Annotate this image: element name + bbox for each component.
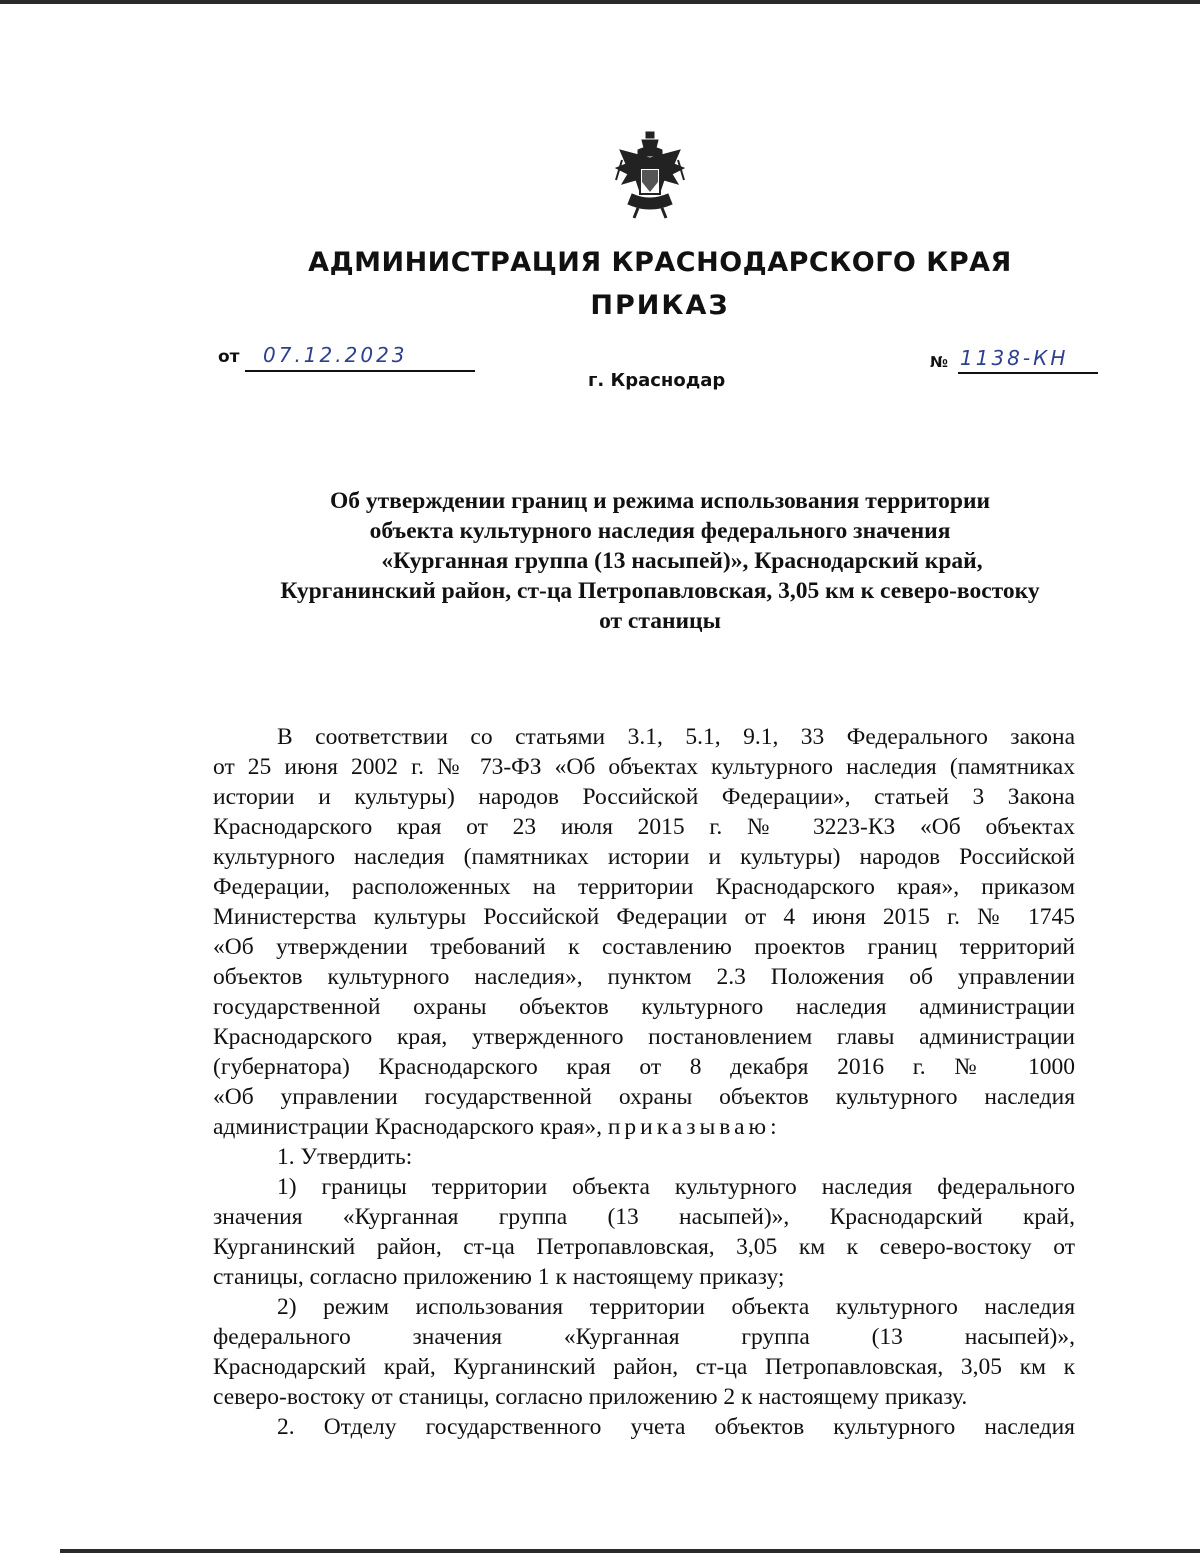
- document-type-heading: ПРИКАЗ: [590, 290, 730, 321]
- preamble-line: от 25 июня 2002 г. № 73-ФЗ «Об объектах культурного наследия (памятниках: [213, 754, 1075, 780]
- orders-word: приказываю: [607, 1114, 771, 1140]
- document-subject: [200, 486, 1120, 636]
- item-1-heading: 1. Утвердить:: [277, 1144, 413, 1170]
- preamble-line: (губернатора) Краснодарского края от 8 декабря 2016 г. № 1000: [213, 1054, 1075, 1080]
- preamble-line: государственной охраны объектов культурного наследия администрации: [213, 994, 1075, 1020]
- item-1-2-line: 2) режим использования территории объекта культурного наследия: [277, 1294, 1075, 1320]
- preamble-line: В соответствии со статьями 3.1, 5.1, 9.1, 33 Федерального закона: [277, 724, 1075, 750]
- preamble-line: «Об управлении государственной охраны объектов культурного наследия: [213, 1084, 1075, 1110]
- preamble-line: культурного наследия (памятниках истории и культуры) народов Российской: [213, 844, 1075, 870]
- document-body: [213, 722, 1075, 1442]
- date-field: [218, 345, 478, 377]
- preamble-line: истории и культуры) народов Российской Федерации», статьей 3 Закона: [213, 784, 1075, 810]
- preamble-line: Министерства культуры Российской Федерации от 4 июня 2015 г. № 1745: [213, 904, 1075, 930]
- item-1-1-line: 1) границы территории объекта культурного наследия федерального: [277, 1174, 1075, 1200]
- coat-of-arms-emblem: [612, 130, 688, 220]
- handwritten-date: 07.12.2023: [263, 343, 408, 367]
- preamble-last-line: [213, 1112, 1075, 1142]
- scan-edge-bottom: [60, 1549, 1200, 1553]
- date-prefix-label: от: [218, 347, 240, 367]
- item-1-2-line: федерального значения «Курганная группа (13 насыпей)»,: [213, 1324, 1075, 1350]
- subject-line: от станицы: [599, 608, 721, 634]
- subject-line: Об утверждении границ и режима использования территории: [329, 488, 991, 514]
- subject-line: Курганинский район, ст-ца Петропавловская, 3,05 км к северо-востоку: [280, 578, 1040, 604]
- item-1-2-line: Краснодарский край, Курганинский район, ст-ца Петропавловская, 3,05 км к: [213, 1354, 1075, 1380]
- preamble-line: объектов культурного наследия», пунктом 2.3 Положения об управлении: [213, 964, 1075, 990]
- preamble-line: Краснодарского края, утвержденного постановлением главы администрации: [213, 1024, 1075, 1050]
- subject-line: «Курганная группа (13 насыпей)», Краснодарский край,: [381, 548, 983, 574]
- handwritten-number: 1138-КН: [960, 346, 1069, 370]
- number-underline: [958, 372, 1098, 374]
- subject-line: объекта культурного наследия федерального значения: [369, 518, 951, 544]
- preamble-line: Краснодарского края от 23 июля 2015 г. № 3223-КЗ «Об объектах: [213, 814, 1075, 840]
- organization-title: АДМИНИСТРАЦИЯ КРАСНОДАРСКОГО КРАЯ: [308, 247, 1012, 278]
- preamble-line: «Об утверждении требований к составлению проектов границ территорий: [213, 934, 1075, 960]
- item-2-line: 2. Отделу государственного учета объектов культурного наследия: [277, 1414, 1075, 1440]
- number-prefix-label: №: [930, 353, 949, 371]
- item-1-1-line: значения «Курганная группа (13 насыпей)», Краснодарский край,: [213, 1204, 1075, 1230]
- item-1-1-line: Курганинский район, ст-ца Петропавловская, 3,05 км к северо-востоку от: [213, 1234, 1075, 1260]
- orders-colon: :: [770, 1114, 777, 1140]
- item-1-2-line: северо-востоку от станицы, согласно приложению 2 к настоящему приказу.: [213, 1384, 968, 1410]
- preamble-line: Федерации, расположенных на территории Краснодарского края», приказом: [213, 874, 1075, 900]
- city-label: г. Краснодар: [588, 370, 726, 391]
- scan-edge-top: [0, 0, 1200, 4]
- item-1-1-line: станицы, согласно приложению 1 к настоящему приказу;: [213, 1264, 785, 1290]
- number-field: [930, 345, 1100, 377]
- date-underline: [245, 370, 475, 372]
- preamble-line-start: администрации Краснодарского края»,: [213, 1114, 602, 1140]
